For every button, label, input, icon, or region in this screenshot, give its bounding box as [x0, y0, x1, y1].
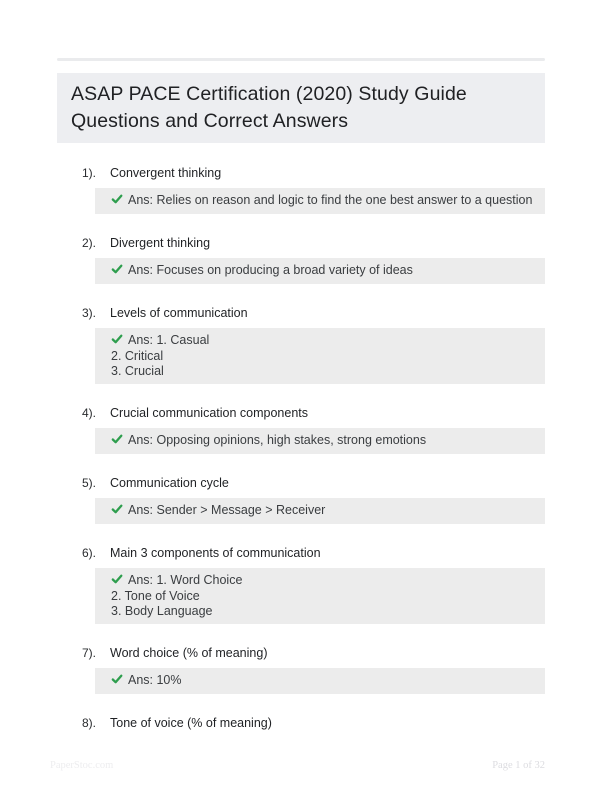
- question-list: [0, 166, 606, 730]
- question-number: 6).: [82, 546, 97, 560]
- check-icon: [111, 433, 123, 449]
- question-item: [0, 236, 606, 284]
- question-text: Word choice (% of meaning): [110, 646, 268, 660]
- watermark-link[interactable]: PaperStoc.com: [50, 760, 114, 771]
- question-item: [0, 476, 606, 524]
- question-item: [0, 546, 606, 624]
- question-number: 7).: [82, 646, 97, 660]
- answer-box: [95, 188, 545, 214]
- answer-text: Ans: 1. Word Choice 2. Tone of Voice 3. Body Language: [111, 573, 243, 618]
- question-text: Divergent thinking: [110, 236, 211, 250]
- question-item: [0, 716, 606, 730]
- page-footer: [50, 760, 545, 771]
- question-row: [82, 546, 545, 560]
- question-text: Convergent thinking: [110, 166, 222, 180]
- question-row: [82, 476, 545, 490]
- answer-box: [95, 568, 545, 624]
- check-icon: [111, 673, 123, 689]
- answer-box: [95, 328, 545, 384]
- check-icon: [111, 263, 123, 279]
- question-text: Levels of communication: [110, 306, 248, 320]
- question-item: [0, 406, 606, 454]
- question-text: Tone of voice (% of meaning): [110, 716, 272, 730]
- answer-box: [95, 668, 545, 694]
- check-icon: [111, 503, 123, 519]
- question-text: Main 3 components of communication: [110, 546, 321, 560]
- answer-text: Ans: 10%: [128, 673, 182, 687]
- page-number: Page 1 of 32: [492, 760, 545, 771]
- question-item: [0, 306, 606, 384]
- question-number: 5).: [82, 476, 97, 490]
- answer-text: Ans: Sender > Message > Receiver: [128, 503, 326, 517]
- question-row: [82, 236, 545, 250]
- page-title: ASAP PACE Certification (2020) Study Guide Questions and Correct Answers: [71, 83, 467, 132]
- question-number: 4).: [82, 406, 97, 420]
- answer-box: [95, 258, 545, 284]
- question-number: 3).: [82, 306, 97, 320]
- answer-text: Ans: 1. Casual 2. Critical 3. Crucial: [111, 333, 210, 378]
- question-number: 1).: [82, 166, 97, 180]
- question-text: Communication cycle: [110, 476, 229, 490]
- title-banner: [57, 73, 545, 143]
- check-icon: [111, 193, 123, 209]
- question-text: Crucial communication components: [110, 406, 309, 420]
- question-row: [82, 646, 545, 660]
- answer-box: [95, 498, 545, 524]
- question-row: [82, 306, 545, 320]
- top-divider: [57, 58, 545, 61]
- question-row: [82, 406, 545, 420]
- answer-box: [95, 428, 545, 454]
- check-icon: [111, 333, 123, 349]
- question-item: [0, 166, 606, 214]
- question-number: 2).: [82, 236, 97, 250]
- answer-text: Ans: Focuses on producing a broad variety of ideas: [128, 263, 413, 277]
- answer-text: Ans: Relies on reason and logic to find the one best answer to a question: [128, 193, 533, 207]
- question-number: 8).: [82, 716, 97, 730]
- question-row: [82, 166, 545, 180]
- answer-text: Ans: Opposing opinions, high stakes, strong emotions: [128, 433, 427, 447]
- check-icon: [111, 573, 123, 589]
- question-item: [0, 646, 606, 694]
- question-row: [82, 716, 545, 730]
